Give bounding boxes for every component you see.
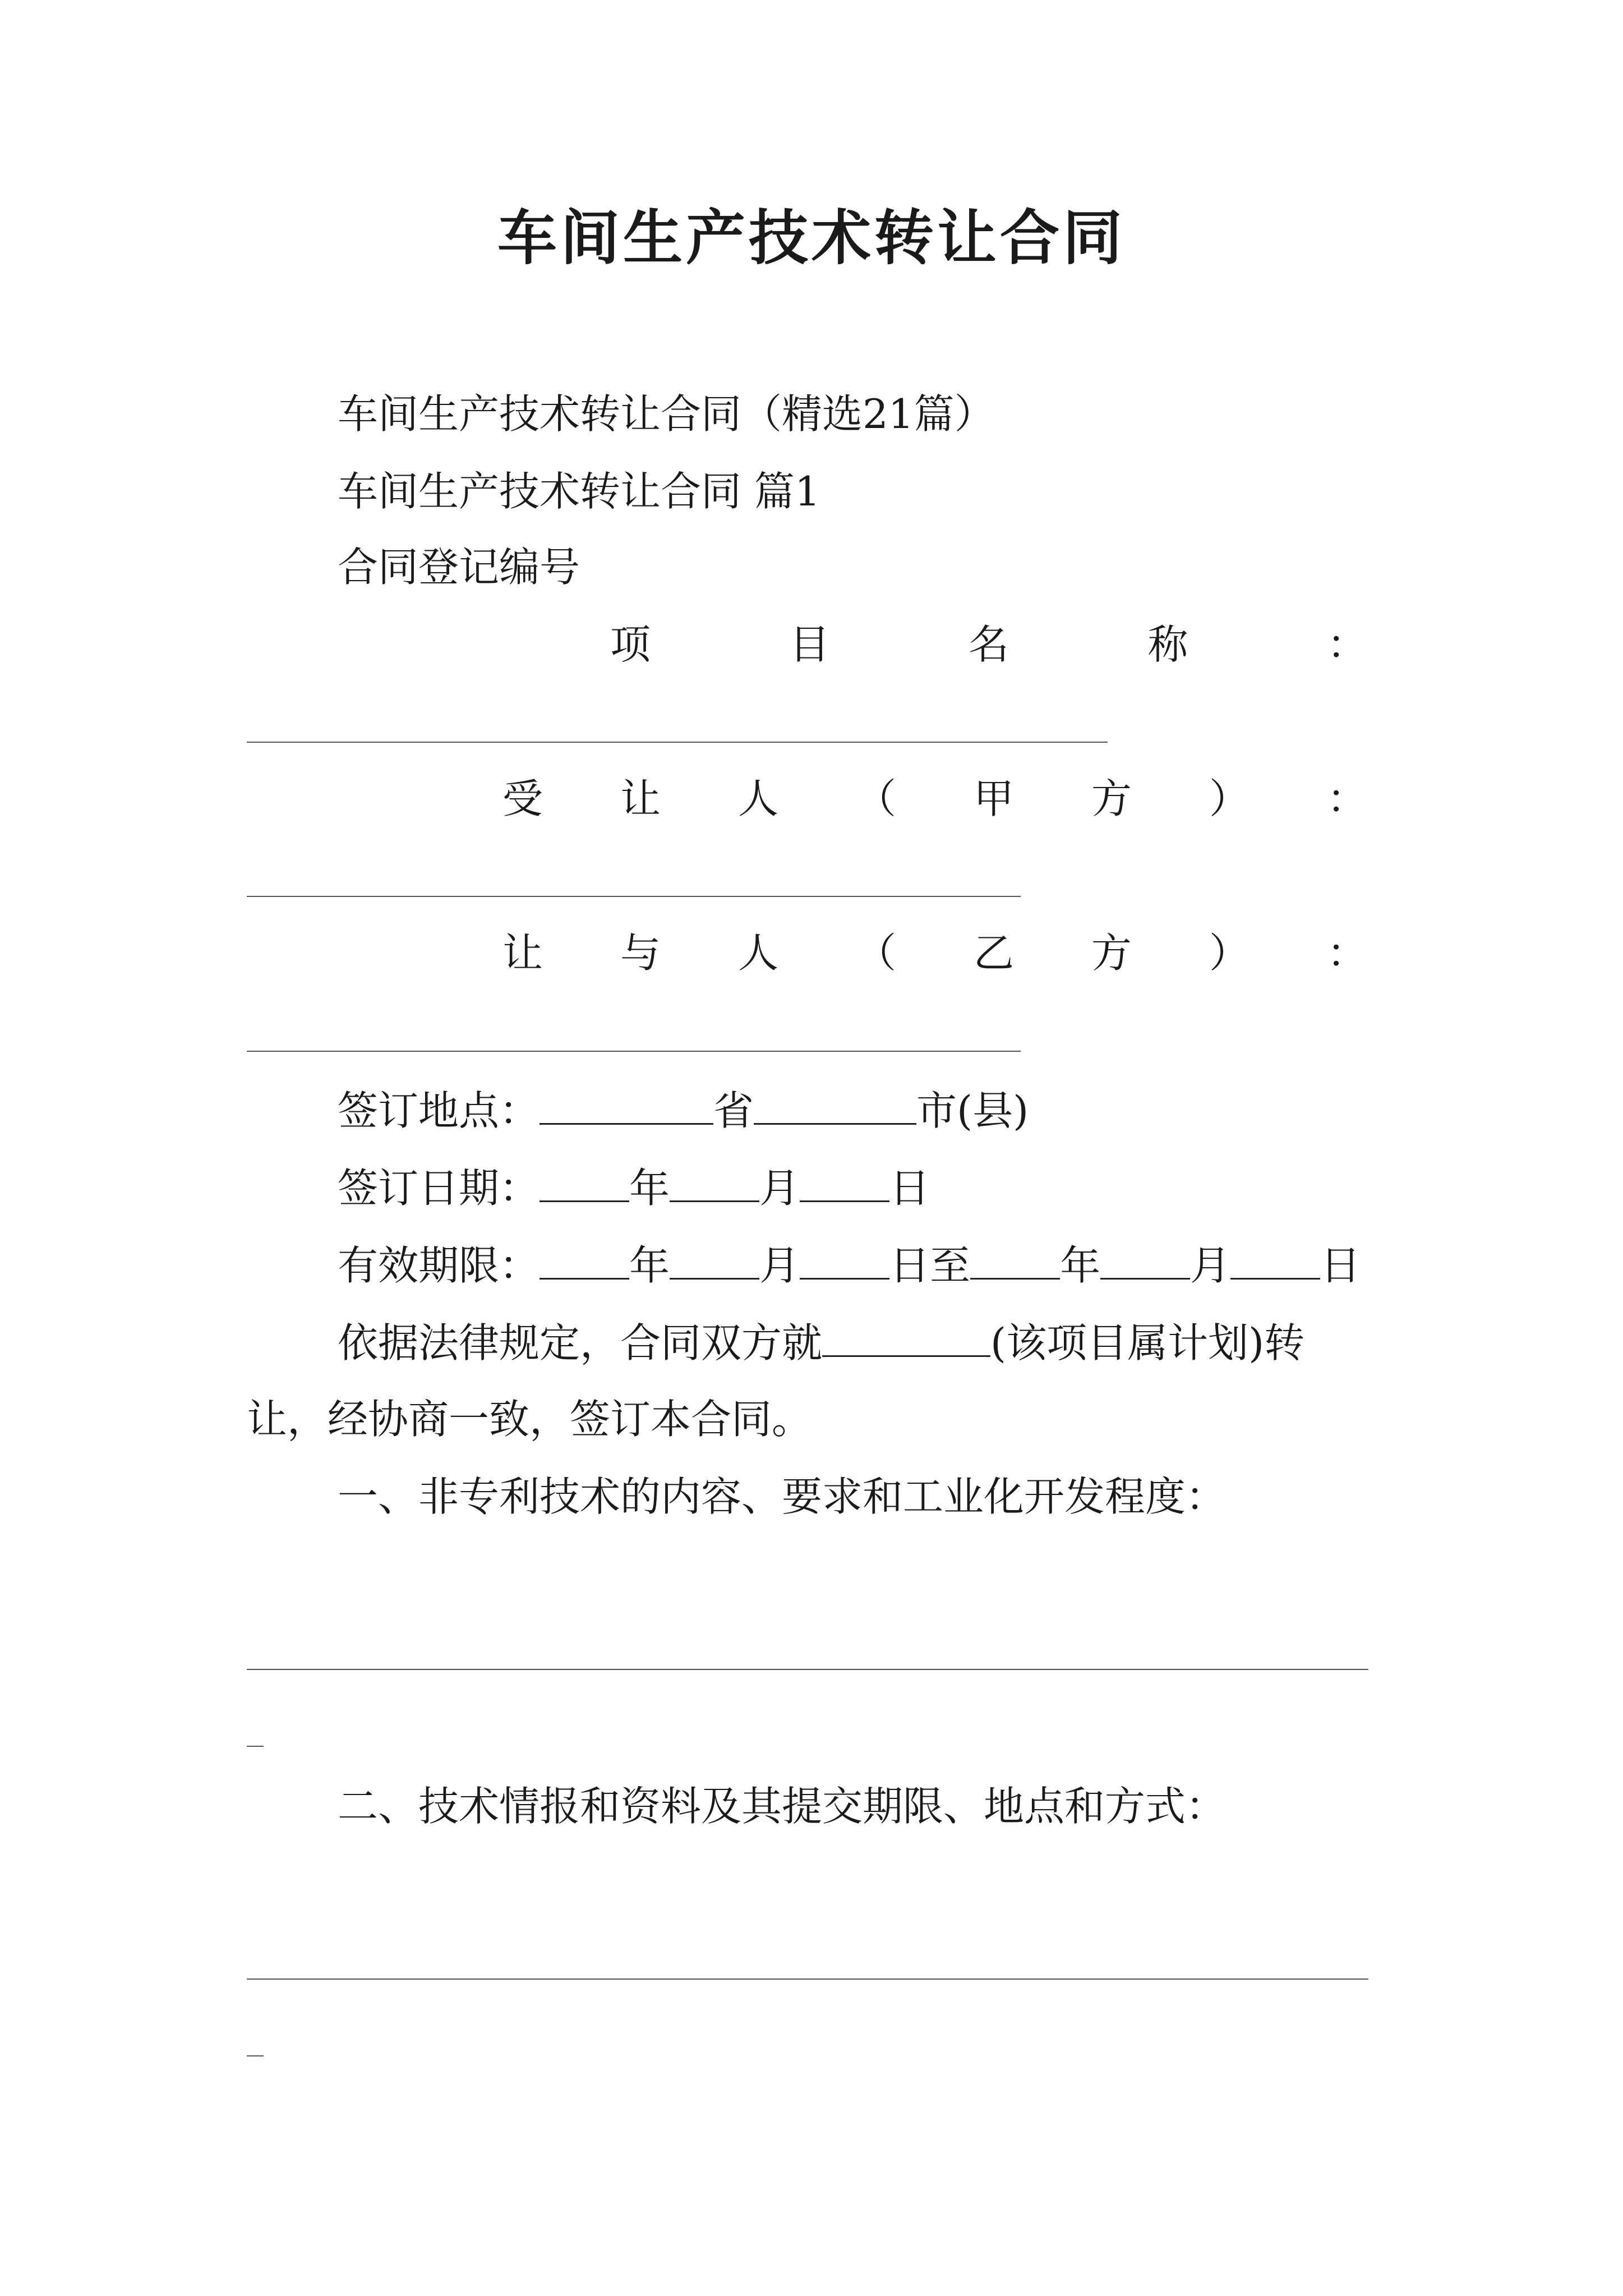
day-unit: 日 bbox=[1320, 1242, 1361, 1289]
section-2-dash bbox=[247, 2055, 264, 2056]
project-blank[interactable] bbox=[822, 1322, 990, 1357]
city-unit: 市(县) bbox=[916, 1087, 1029, 1134]
section-2-fill-line[interactable] bbox=[247, 1978, 1368, 1980]
label-char: 名 bbox=[968, 621, 1009, 668]
month-unit: 月 bbox=[759, 1165, 800, 1212]
city-blank[interactable] bbox=[754, 1089, 916, 1125]
label-char: 与 bbox=[620, 930, 661, 977]
sign-date-row bbox=[338, 1165, 930, 1212]
section-1-dash bbox=[247, 1746, 264, 1747]
basis-line-1 bbox=[338, 1319, 1305, 1366]
basis-line-2: 让，经协商一致，签订本合同。 bbox=[247, 1396, 813, 1443]
end-day-blank[interactable] bbox=[1230, 1244, 1320, 1280]
province-unit: 省 bbox=[713, 1087, 754, 1134]
sign-date-label: 签订日期： bbox=[338, 1165, 540, 1212]
label-char: 项 bbox=[610, 621, 651, 668]
project-name-fill-line[interactable] bbox=[247, 742, 1108, 743]
transferor-fill-line[interactable] bbox=[247, 1051, 1021, 1052]
label-char: ） bbox=[1209, 930, 1249, 977]
label-char: ： bbox=[1326, 621, 1367, 668]
day-blank[interactable] bbox=[800, 1167, 889, 1202]
transferor-label bbox=[502, 930, 1367, 977]
label-char: 乙 bbox=[973, 930, 1014, 977]
section-1-fill-line[interactable] bbox=[247, 1669, 1368, 1670]
project-name-label bbox=[610, 621, 1367, 668]
label-char: 人 bbox=[737, 930, 778, 977]
transferee-fill-line[interactable] bbox=[247, 896, 1021, 897]
transferee-label bbox=[502, 775, 1367, 822]
end-month-blank[interactable] bbox=[1100, 1244, 1190, 1280]
year-blank[interactable] bbox=[540, 1167, 629, 1202]
subtitle: 车间生产技术转让合同（精选21篇） bbox=[338, 390, 995, 438]
sign-place-row bbox=[338, 1087, 1029, 1134]
month-unit: 月 bbox=[1190, 1242, 1231, 1289]
province-blank[interactable] bbox=[540, 1089, 713, 1125]
label-char: 让 bbox=[502, 930, 543, 977]
section-2-heading: 二、技术情报和资料及其提交期限、地点和方式： bbox=[338, 1783, 1227, 1830]
sign-place-label: 签订地点： bbox=[338, 1087, 540, 1134]
label-char: 称 bbox=[1147, 621, 1188, 668]
label-char: ： bbox=[1326, 930, 1367, 977]
year-unit: 年 bbox=[629, 1242, 670, 1289]
day-unit: 日 bbox=[889, 1165, 930, 1212]
day-to-unit: 日至 bbox=[889, 1242, 971, 1289]
label-char: ： bbox=[1326, 775, 1367, 822]
validity-label: 有效期限： bbox=[338, 1242, 540, 1289]
end-year-blank[interactable] bbox=[970, 1244, 1060, 1280]
start-day-blank[interactable] bbox=[800, 1244, 889, 1280]
month-unit: 月 bbox=[759, 1242, 800, 1289]
basis-text: 依据法律规定，合同双方就 bbox=[338, 1319, 823, 1366]
year-unit: 年 bbox=[1060, 1242, 1101, 1289]
label-char: 受 bbox=[502, 775, 543, 822]
year-unit: 年 bbox=[629, 1165, 670, 1212]
start-year-blank[interactable] bbox=[540, 1244, 629, 1280]
label-char: ） bbox=[1209, 775, 1249, 822]
label-char: 方 bbox=[1091, 775, 1132, 822]
label-char: 方 bbox=[1091, 930, 1132, 977]
month-blank[interactable] bbox=[670, 1167, 759, 1202]
registration-label: 合同登记编号 bbox=[338, 544, 580, 591]
label-char: （ bbox=[855, 930, 896, 977]
label-char: 人 bbox=[737, 775, 778, 822]
basis-text: (该项目属计划)转 bbox=[990, 1319, 1305, 1366]
document-title: 车间生产技术转让合同 bbox=[497, 204, 1126, 273]
label-char: （ bbox=[855, 775, 896, 822]
start-month-blank[interactable] bbox=[670, 1244, 759, 1280]
label-char: 让 bbox=[620, 775, 661, 822]
validity-row bbox=[338, 1242, 1361, 1289]
label-char: 甲 bbox=[973, 775, 1014, 822]
part-heading: 车间生产技术转让合同 篇1 bbox=[338, 468, 820, 515]
section-1-heading: 一、非专利技术的内容、要求和工业化开发程度： bbox=[338, 1473, 1227, 1520]
label-char: 目 bbox=[789, 621, 830, 668]
